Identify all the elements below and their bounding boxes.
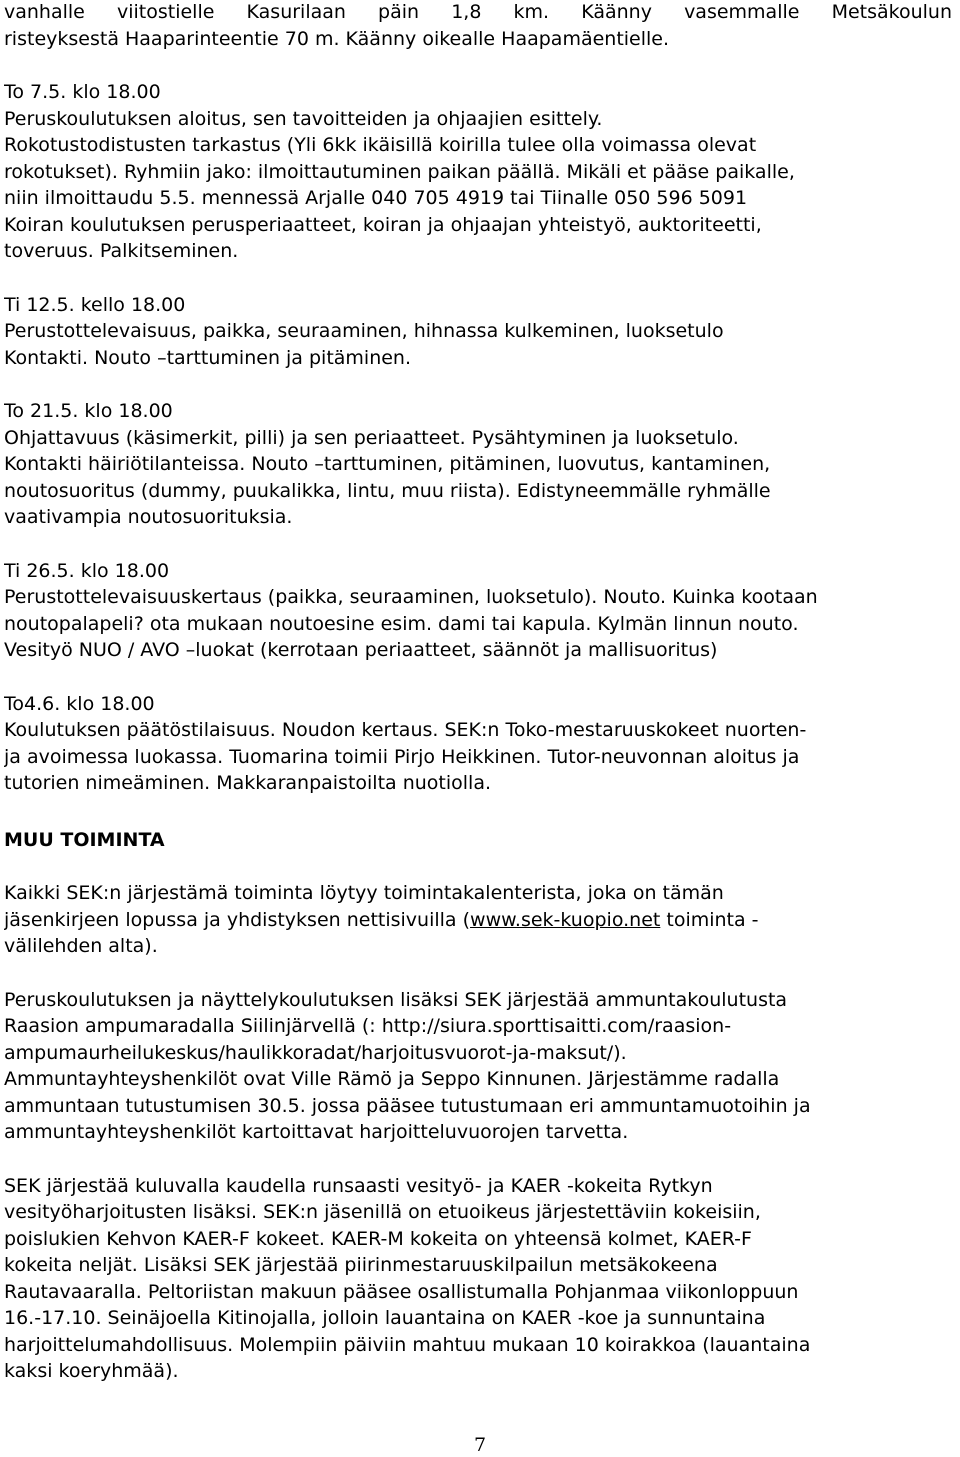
session-line: noutosuoritus (dummy, puukalikka, lintu, muu riista). Edistyneemmälle ryhmälle	[4, 479, 771, 502]
session-line: Peruskoulutuksen aloitus, sen tavoitteiden ja ohjaajien esittely.	[4, 107, 603, 130]
paragraph-line: välilehden alta).	[4, 935, 158, 957]
session-line: Kontakti. Nouto –tarttuminen ja pitäminen.	[4, 346, 412, 369]
section-heading: MUU TOIMINTA	[4, 828, 165, 851]
session-date: Ti 26.5. klo 18.00	[4, 559, 170, 582]
link-prefix-text: jäsenkirjeen lopussa ja yhdistyksen nettisivuilla (	[4, 908, 471, 931]
session-line: Koiran koulutuksen perusperiaatteet, koiran ja ohjaajan yhteistyö, auktoriteetti,	[4, 213, 762, 236]
paragraph-line: Raasion ampumaradalla Siilinjärvellä (: http://siura.sporttisaitti.com/raasion-	[4, 1015, 732, 1037]
paragraph-line: Peruskoulutuksen ja näyttelykoulutuksen lisäksi SEK järjestää ammuntakoulutusta	[4, 988, 788, 1011]
website-link[interactable]: www.sek-kuopio.net	[470, 908, 661, 931]
paragraph-line-with-link	[4, 907, 952, 934]
paragraph-line: kaksi koeryhmää).	[4, 1360, 179, 1382]
paragraph-line: ampumaurheilukeskus/haulikkoradat/harjoitusvuorot-ja-maksut/).	[4, 1041, 627, 1064]
session-line: Rokotustodistusten tarkastus (Yli 6kk ikäisillä koirilla tulee olla voimassa olevat	[4, 134, 757, 156]
intro-line: risteyksestä Haaparinteentie 70 m. Käänny oikealle Haapamäentielle.	[4, 27, 670, 50]
session-line: Perustottelevaisuus, paikka, seuraaminen, hihnassa kulkeminen, luoksetulo	[4, 320, 724, 342]
session-line: tutorien nimeäminen. Makkaranpaistoilta nuotiolla.	[4, 772, 492, 794]
session-line: Koulutuksen päätöstilaisuus. Noudon kertaus. SEK:n Toko-mestaruuskokeet nuorten-	[4, 719, 807, 741]
paragraph-line: ammuntayhteyshenkilöt kartoittavat harjoitteluvuorojen tarvetta.	[4, 1121, 629, 1143]
session-line: noutopalapeli? ota mukaan noutoesine esim. dami tai kapula. Kylmän linnun nouto.	[4, 612, 799, 635]
page-number: 7	[473, 1434, 487, 1456]
session-date: Ti 12.5. kello 18.00	[4, 293, 186, 316]
session-line: Ohjattavuus (käsimerkit, pilli) ja sen periaatteet. Pysähtyminen ja luoksetulo.	[4, 426, 739, 449]
paragraph-line: kokeita neljät. Lisäksi SEK järjestää piirinmestaruuskilpailun metsäkokeena	[4, 1254, 718, 1276]
session-line: Kontakti häiriötilanteissa. Nouto –tarttuminen, pitäminen, luovutus, kantaminen,	[4, 453, 771, 475]
session-line: toveruus. Palkitseminen.	[4, 240, 239, 262]
paragraph-line: poislukien Kehvon KAER-F kokeet. KAER-M kokeita on yhteensä kolmet, KAER-F	[4, 1227, 752, 1250]
paragraph-line: Rautavaaralla. Peltoriistan makuun pääsee osallistumalla Pohjanmaa viikonloppuun	[4, 1280, 799, 1303]
paragraph-line: harjoittelumahdollisuus. Molempiin päiviin mahtuu mukaan 10 koirakkoa (lauantaina	[4, 1333, 811, 1356]
session-line: rokotukset). Ryhmiin jako: ilmoittautuminen paikan päällä. Mikäli et pääse paikalle,	[4, 160, 795, 183]
paragraph-line: SEK järjestää kuluvalla kaudella runsaasti vesityö- ja KAER -kokeita Rytkyn	[4, 1174, 713, 1197]
session-date: To 21.5. klo 18.00	[4, 400, 173, 422]
session-line: vaativampia noutosuorituksia.	[4, 506, 293, 528]
session-date: To4.6. klo 18.00	[4, 692, 155, 715]
session-date: To 7.5. klo 18.00	[4, 81, 161, 103]
paragraph-line: 16.-17.10. Seinäjoella Kitinojalla, jolloin lauantaina on KAER -koe ja sunnuntaina	[4, 1307, 766, 1329]
session-line: ja avoimessa luokassa. Tuomarina toimii Pirjo Heikkinen. Tutor-neuvonnan aloitus ja	[4, 745, 800, 768]
session-line: Vesityö NUO / AVO –luokat (kerrotaan periaatteet, säännöt ja mallisuoritus)	[4, 639, 718, 661]
document-page	[4, 0, 952, 1385]
intro-line: vanhalle viitostielle Kasurilaan päin 1,8 km. Käänny vasemmalle Metsäkoulun	[4, 1, 952, 23]
paragraph-line: Ammuntayhteyshenkilöt ovat Ville Rämö ja Seppo Kinnunen. Järjestämme radalla	[4, 1068, 780, 1090]
paragraph-line: ammuntaan tutustumisen 30.5. jossa pääsee tutustumaan eri ammuntamuotoihin ja	[4, 1094, 811, 1117]
link-suffix-text: toiminta -	[660, 908, 759, 931]
paragraph-line: vesityöharjoitusten lisäksi. SEK:n jäsenillä on etuoikeus järjestettäviin kokeisiin,	[4, 1201, 761, 1223]
paragraph-line: Kaikki SEK:n järjestämä toiminta löytyy toimintakalenterista, joka on tämän	[4, 882, 724, 904]
session-line: Perustottelevaisuuskertaus (paikka, seuraaminen, luoksetulo). Nouto. Kuinka kootaan	[4, 586, 818, 608]
session-line: niin ilmoittaudu 5.5. mennessä Arjalle 040 705 4919 tai Tiinalle 050 596 5091	[4, 187, 748, 209]
